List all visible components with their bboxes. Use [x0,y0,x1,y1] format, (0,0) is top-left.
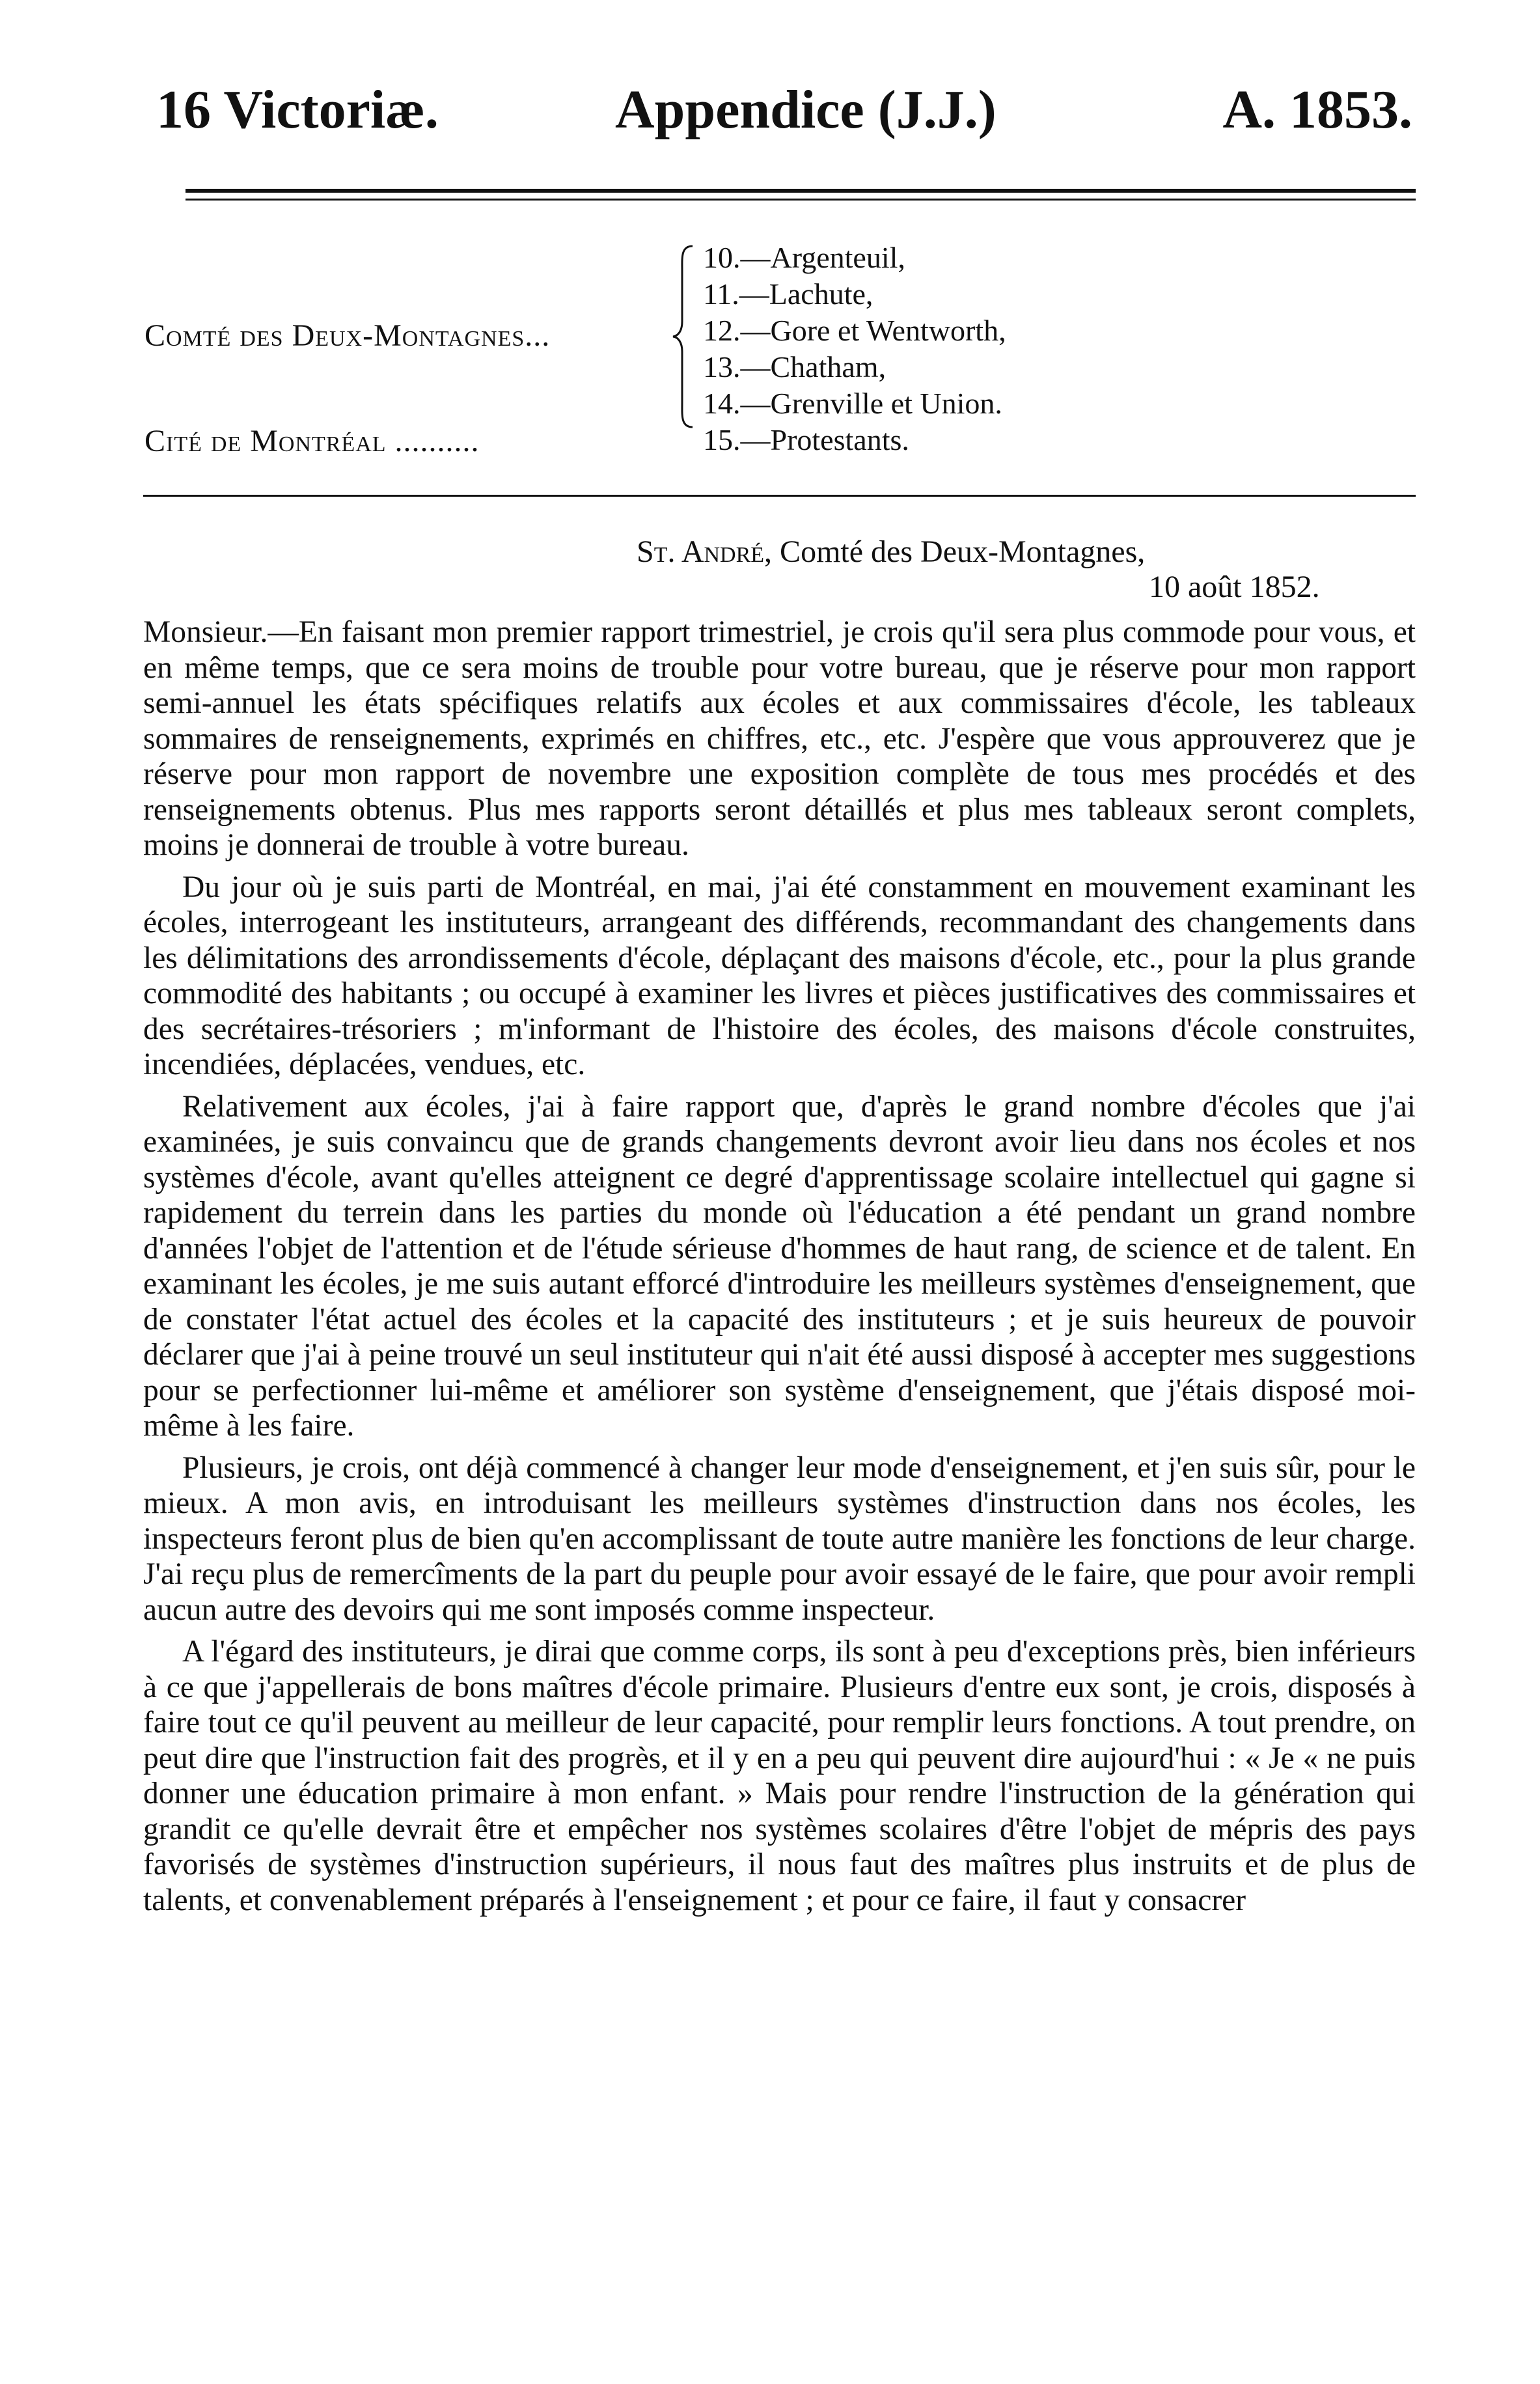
city-name: Cité de Montréal [144,424,387,458]
county-leader: ... [525,318,551,353]
letter-place [637,534,1145,570]
list-item: 10.—Argenteuil, [703,241,905,274]
place-county: Comté des Deux-Montagnes, [772,534,1146,569]
paragraph: Monsieur.—En faisant mon premier rapport trimestriel, je crois qu'il sera plus commode pour vous, et en même temps, que ce sera moins de trouble pour votre bureau, que je réserve pour mon rapport semi-annuel les états spécifiques relatifs aux écoles et aux commissaires d'école, les tableaux sommaires de renseignements, exprimés en chiffres, etc., etc. J'espère que vous approuverez que je réserve pour mon rapport de novembre une exposition complète de tous mes procédés et des renseignements obtenus. Plus mes rapports seront détaillés et plus mes tableaux seront complets, moins je donnerai de trouble à votre bureau. [143,615,1416,862]
paragraph: Relativement aux écoles, j'ai à faire rapport que, d'après le grand nombre d'écoles que j'ai examinées, je suis convaincu que de grands changements devront avoir lieu dans nos écoles et nos systèmes d'école, avant qu'elles atteignent ce degré d'apprentissage scolaire intellectuel qui gagne si rapidement du terrein dans les parties du monde où l'éducation a été pendant un grand nombre d'années l'objet de l'attention et de l'étude sérieuse d'hommes de haut rang, de science et de talent. En examinant les écoles, je me suis autant efforcé d'introduire les meilleurs systèmes d'enseignement, que de constater l'état actuel des écoles et la capacité des instituteurs ; et je suis heureux de pouvoir déclarer que j'ai à peine trouvé un seul instituteur qui n'ait été aussi disposé à accepter mes suggestions pour se perfectionner lui-même et améliorer son système d'enseignement, que j'étais disposé moi-même à les faire. [143,1089,1416,1443]
city-label [144,423,480,459]
paragraph: A l'égard des instituteurs, je dirai que comme corps, ils sont à peu d'exceptions près, bien inférieurs à ce que j'appellerais de bons maîtres d'école primaire. Plusieurs d'entre eux sont, je crois, disposés à faire tout ce qu'il peuvent au meilleur de leur capacité, pour remplir leurs fonctions. A tout prendre, on peut dire que l'instruction fait des progrès, et il y en a peu qui peuvent dire aujourd'hui : « Je « ne puis donner une éducation primaire à mon enfant. » Mais pour rendre l'instruction de la génération qui grandit ce qu'elle devrait être et empêcher nos systèmes scolaires d'être l'objet de mépris des pays favorisés de systèmes d'instruction supérieurs, il nous faut des maîtres plus instruits et de plus de talents, et convenablement préparés à l'enseignement ; et pour ce faire, il faut y consacrer [143,1635,1416,1917]
letter-date: 10 août 1852. [1149,570,1320,604]
list-item: 15.—Protestants. [703,423,909,456]
list-item: 13.—Chatham, [703,350,887,383]
paragraph: Plusieurs, je crois, ont déjà commencé à changer leur mode d'enseignement, et j'en suis sûr, pour le mieux. A mon avis, en introduisant les meilleurs systèmes d'instruction dans nos écoles, les inspecteurs feront plus de bien qu'en accomplissant de toute autre manière les fonctions de leur charge. J'ai reçu plus de remercîments de la part du peuple pour avoir essayé de le faire, que pour avoir rempli aucun autre des devoirs qui me sont imposés comme inspecteur. [143,1450,1416,1627]
running-header [156,78,1412,150]
county-name: Comté des Deux-Montagnes [144,318,525,353]
list-item: 11.—Lachute, [703,277,873,311]
header-year: A. 1853. [1222,79,1412,140]
county-label [144,318,550,353]
brace-icon [670,245,696,428]
district-list [703,240,1006,458]
city-leader: .......... [394,424,480,458]
list-item: 12.—Gore et Wentworth, [703,314,1006,347]
header-title: Appendice (J.J.) [615,79,997,140]
header-rule-thin [186,199,1416,201]
header-rule-thick [186,189,1416,193]
list-item: 14.—Grenville et Union. [703,387,1002,420]
section-rule [143,495,1416,497]
letter-body [143,615,1416,1924]
header-left: 16 Victoriæ. [156,79,439,140]
place-name: St. André, [637,534,773,569]
paragraph: Du jour où je suis parti de Montréal, en mai, j'ai été constamment en mouvement examinant les écoles, interrogeant les instituteurs, arrangeant des différends, recommandant des changements dans les délimitations des arrondissements d'école, déplaçant des maisons d'école, etc., pour la plus grande commodité des habitants ; ou occupé à examiner les livres et pièces justificatives des commissaires et des secrétaires-trésoriers ; m'informant de l'histoire des écoles, des maisons d'école construites, incendiées, déplacées, vendues, etc. [143,870,1416,1081]
